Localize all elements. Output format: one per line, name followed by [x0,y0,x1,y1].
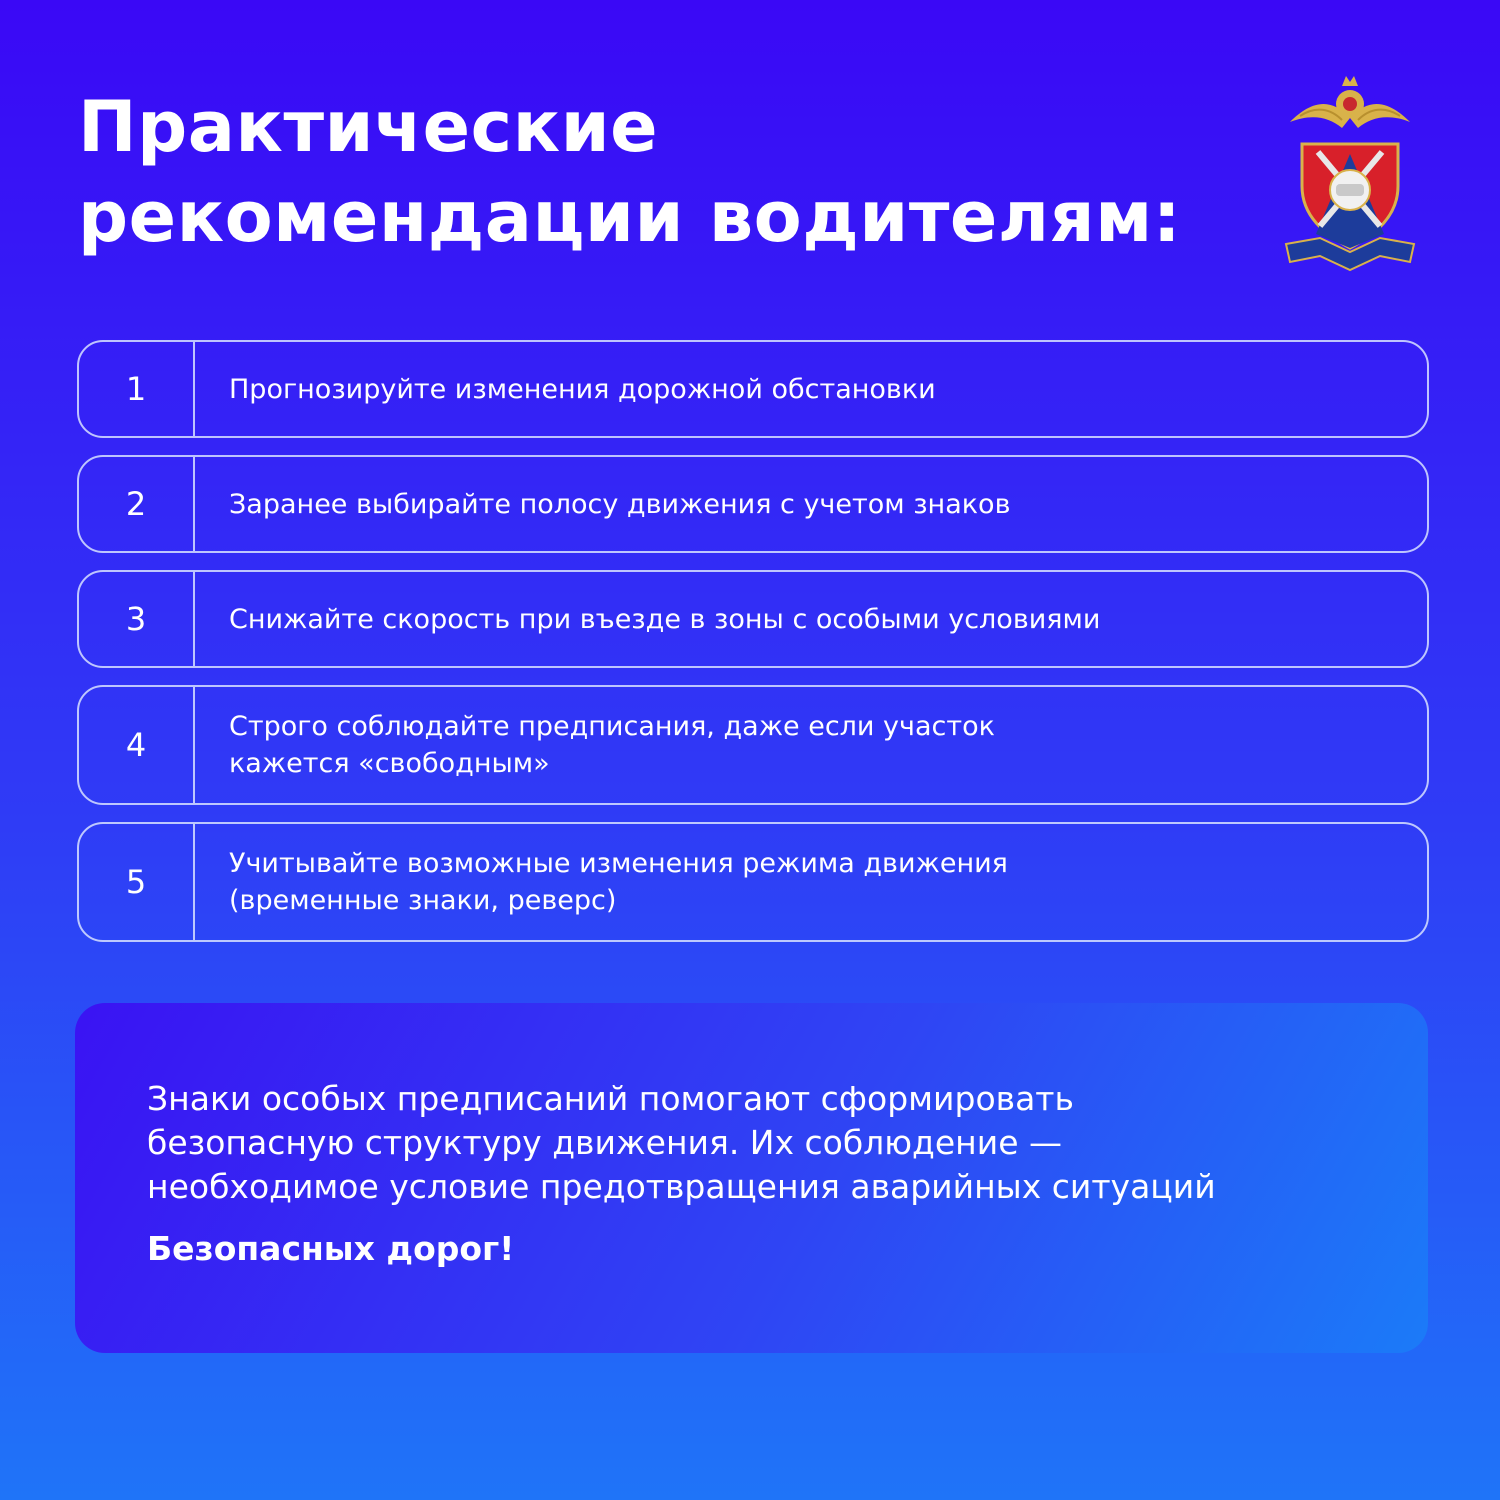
note-line: Знаки особых предписаний помогают сформировать [147,1079,1074,1118]
item-text-line: Прогнозируйте изменения дорожной обстановки [229,373,936,405]
list-item [77,340,1429,438]
item-text [195,371,936,408]
item-number: 5 [79,824,195,940]
item-number: 1 [79,342,195,436]
info-note [75,1003,1428,1353]
item-text [195,845,1008,919]
list-item [77,685,1429,805]
recommendations-list [77,340,1429,959]
item-text [195,601,1100,638]
note-line: необходимое условие предотвращения аварийных ситуаций [147,1167,1216,1206]
item-text [195,708,995,782]
note-line: безопасную структуру движения. Их соблюдение — [147,1123,1062,1162]
item-text-line: (временные знаки, реверс) [229,885,617,916]
note-body [147,1077,1356,1209]
traffic-police-emblem-icon [1280,66,1420,276]
page-title [78,82,1181,262]
closing-message: Безопасных дорог! [147,1229,515,1268]
list-item [77,570,1429,668]
item-number: 4 [79,687,195,803]
item-text [195,486,1010,523]
list-item [77,822,1429,942]
item-number: 2 [79,457,195,551]
item-text-line: кажется «свободным» [229,748,550,779]
title-line-1: Практические [78,86,659,168]
item-text-line: Учитывайте возможные изменения режима движения [229,848,1008,879]
item-text-line: Строго соблюдайте предписания, даже если участок [229,711,995,742]
item-text-line: Заранее выбирайте полосу движения с учетом знаков [229,488,1011,520]
title-line-2: рекомендации водителям: [78,176,1182,258]
item-number: 3 [79,572,195,666]
list-item [77,455,1429,553]
item-text-line: Снижайте скорость при въезде в зоны с особыми условиями [229,603,1101,635]
